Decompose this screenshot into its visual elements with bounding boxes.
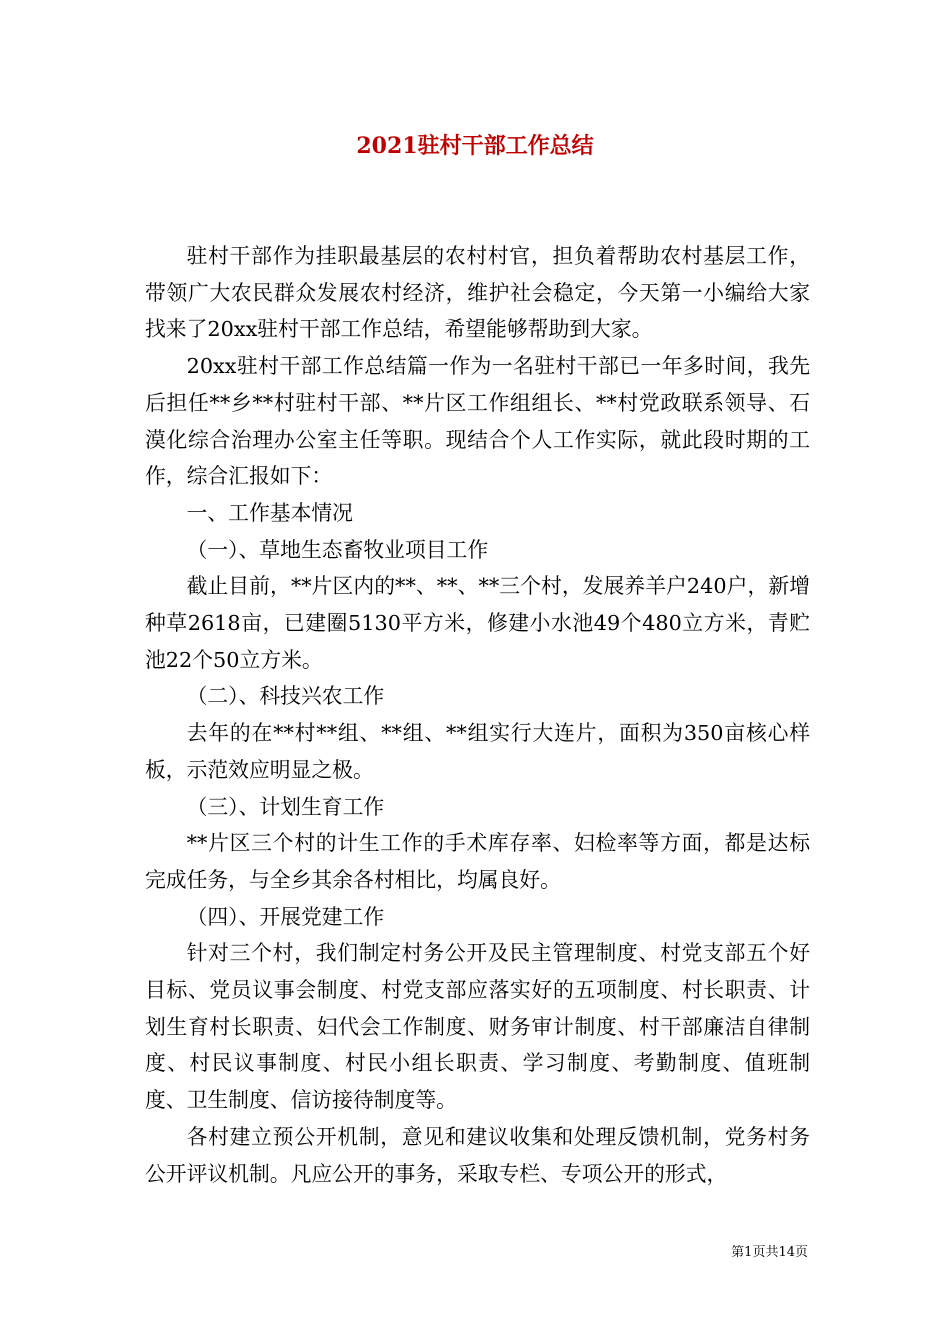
section-heading-basic-situation: 一、工作基本情况 [186, 500, 353, 525]
paragraph-grassland: 截止目前，**片区内的**、**、**三个村，发展养羊户240户，新增种草2618亩，已建圈5130平方米，修建小水池49个480立方米，青贮池22个50立方米。 [145, 574, 810, 672]
subsection-heading-tech-agriculture: （二）、科技兴农工作 [186, 684, 385, 709]
paragraph-family-planning: **片区三个村的计生工作的手术库存率、妇检率等方面，都是达标完成任务，与全乡其余各村相比，均属良好。 [145, 831, 810, 892]
paragraph-summary-opening: 20xx驻村干部工作总结篇一作为一名驻村干部已一年多时间，我先后担任**乡**村驻村干部、**片区工作组组长、**村党政联系领导、石漠化综合治理办公室主任等职。现结合个人工作实际，就此段时期的工作，综合汇报如下： [145, 354, 810, 489]
paragraph-tech-agriculture: 去年的在**村**组、**组、**组实行大连片，面积为350亩核心样板，示范效应明显之极。 [145, 721, 810, 782]
paragraph-intro: 驻村干部作为挂职最基层的农村村官，担负着帮助农村基层工作，带领广大农民群众发展农村经济，维护社会稳定，今天第一小编给大家找来了20xx驻村干部工作总结，希望能够帮助到大家。 [145, 244, 810, 342]
page-title: 2021驻村干部工作总结 [356, 133, 594, 159]
subsection-heading-party-building: （四）、开展党建工作 [186, 904, 385, 929]
paragraph-disclosure: 各村建立预公开机制，意见和建议收集和处理反馈机制，党务村务公开评议机制。凡应公开的事务，采取专栏、专项公开的形式， [145, 1124, 810, 1186]
subsection-heading-family-planning: （三）、计划生育工作 [186, 794, 385, 819]
page-number-footer: 第1页共14页 [731, 1245, 808, 1260]
paragraph-party-building: 针对三个村，我们制定村务公开及民主管理制度、村党支部五个好目标、党员议事会制度、村党支部应落实好的五项制度、村长职责、计划生育村长职责、妇代会工作制度、财务审计制度、村干部廉洁自律制度、村民议事制度、村民小组长职责、学习制度、考勤制度、值班制度、卫生制度、信访接待制度等。 [145, 941, 810, 1113]
subsection-heading-grassland: （一）、草地生态畜牧业项目工作 [186, 537, 489, 562]
document-body [145, 238, 810, 1192]
